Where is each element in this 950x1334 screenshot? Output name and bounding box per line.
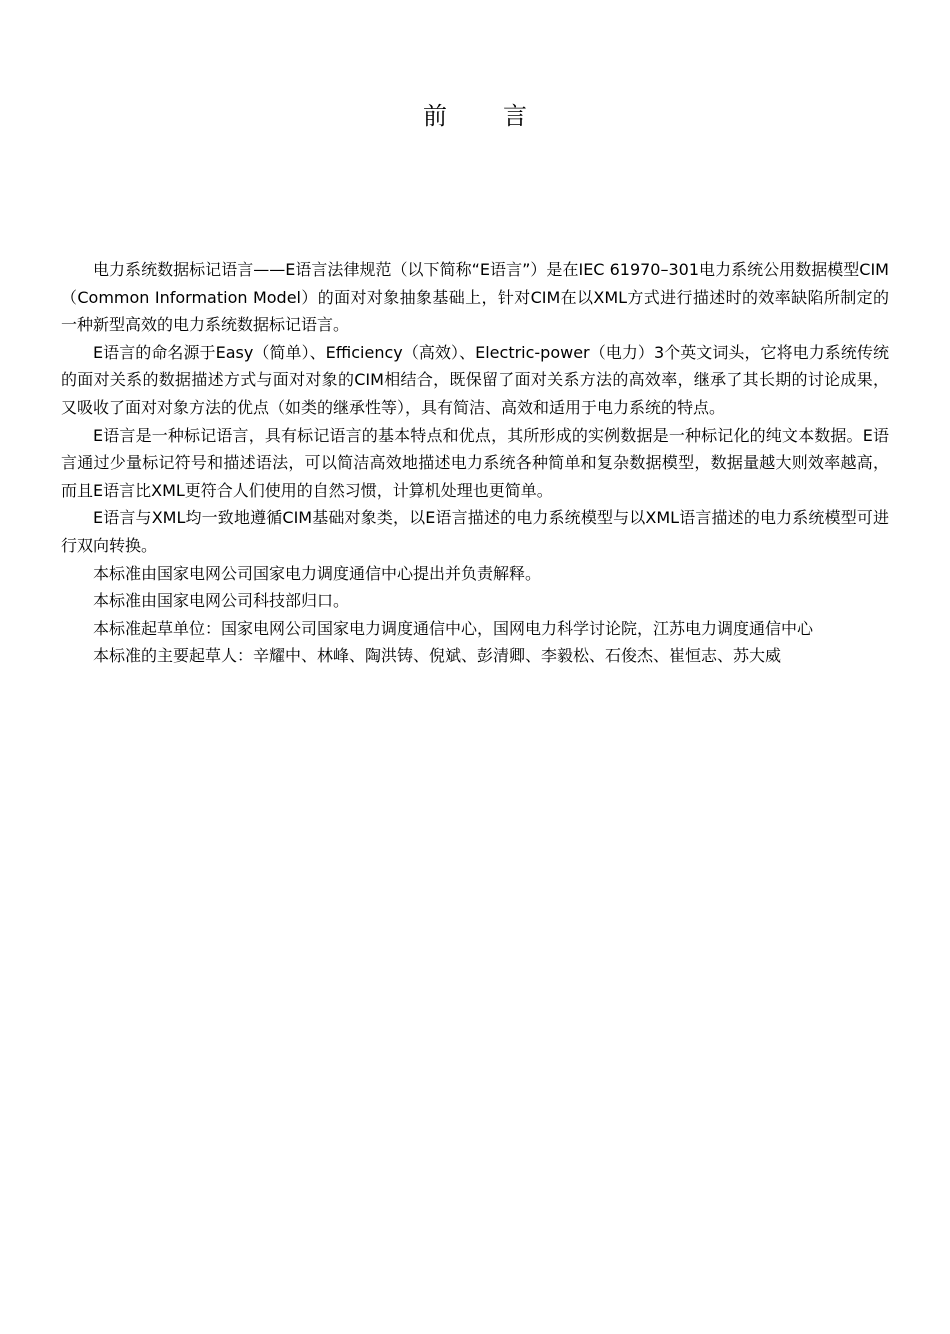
document-body <box>61 256 889 670</box>
paragraph-drafters: 本标准的主要起草人：辛耀中、林峰、陶洪铸、倪斌、彭清卿、李毅松、石俊杰、崔恒志、苏大威 <box>93 646 782 666</box>
paragraph-intro: 电力系统数据标记语言——E语言法律规范（以下简称“E语言”）是在IEC 61970–301电力系统公用数据模型CIM（Common Information Model）的面对对象抽象基础上，针对CIM在以XML方式进行描述时的效率缺陷所制定的一种新型高效的电力系统数据标记语言。 <box>61 260 889 335</box>
paragraph-naming: E语言的命名源于Easy（简单）、Efficiency（高效）、Electric-power（电力）3个英文词头，它将电力系统传统的面对关系的数据描述方式与面对对象的CIM相结合，既保留了面对关系方法的高效率，继承了其长期的讨论成果，又吸收了面对对象方法的优点（如类的继承性等），具有简洁、高效和适用于电力系统的特点。 <box>61 342 889 417</box>
paragraph-features: E语言是一种标记语言，具有标记语言的基本特点和优点，其所形成的实例数据是一种标记化的纯文本数据。E语言通过少量标记符号和描述语法，可以简洁高效地描述电力系统各种简单和复杂数据模型，数据量越大则效率越高，而且E语言比XML更符合人们使用的自然习惯，计算机处理也更简单。 <box>61 425 889 500</box>
paragraph-administrator: 本标准由国家电网公司科技部归口。 <box>93 591 350 611</box>
paragraph-proposer: 本标准由国家电网公司国家电力调度通信中心提出并负责解释。 <box>93 563 542 583</box>
page-title: 前言 <box>423 102 583 130</box>
paragraph-conversion: E语言与XML均一致地遵循CIM基础对象类，以E语言描述的电力系统模型与以XML语言描述的电力系统模型可进行双向转换。 <box>61 508 889 555</box>
paragraph-drafting-units: 本标准起草单位：国家电网公司国家电力调度通信中心，国网电力科学讨论院，江苏电力调度通信中心 <box>93 618 814 638</box>
